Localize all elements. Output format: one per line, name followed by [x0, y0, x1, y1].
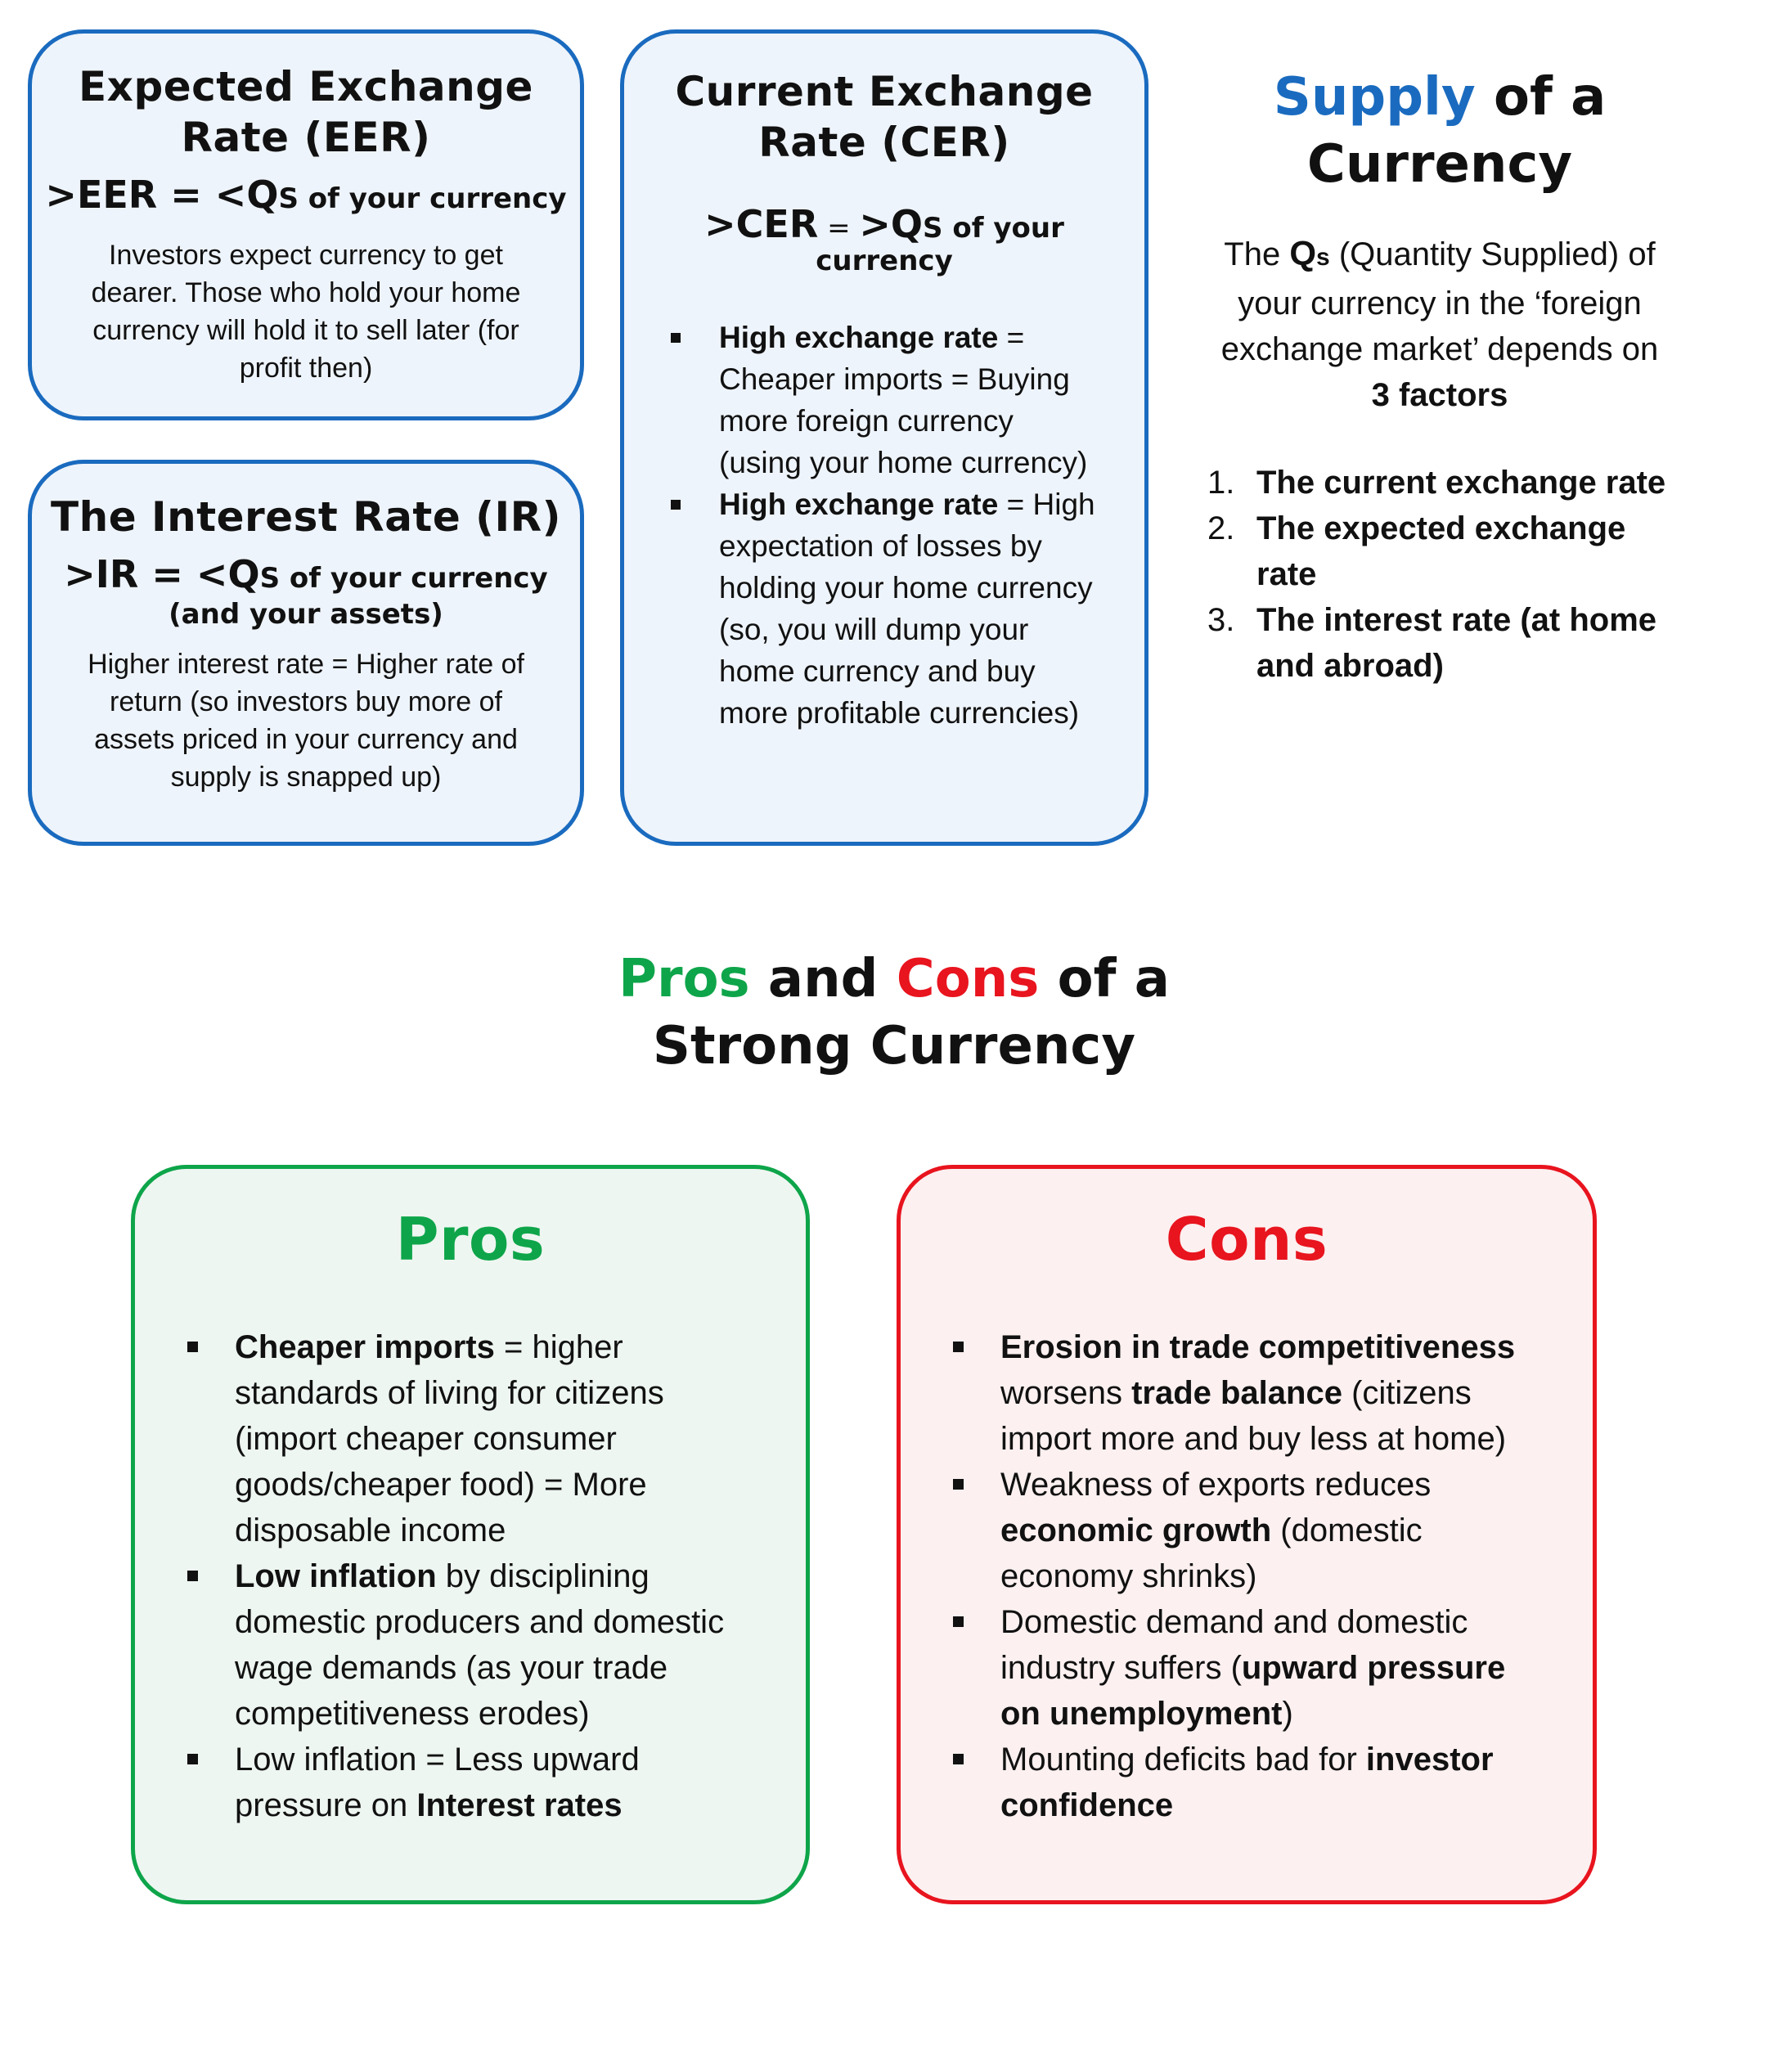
cons-item-text: )	[1282, 1696, 1293, 1732]
factor-item	[1207, 506, 1682, 597]
proscons-heading-rest: of a	[1039, 949, 1170, 1009]
cons-list	[901, 1324, 1593, 1828]
supply-heading-rest: of a	[1475, 67, 1607, 128]
cons-item-bold: Erosion in trade competitiveness	[1000, 1329, 1516, 1365]
pros-item-bold: Low inflation	[235, 1558, 437, 1594]
supply-intro-bold: 3 factors	[1371, 377, 1508, 413]
cer-formula-b: >Q	[859, 202, 924, 246]
pros-item-text: = higher standards of living for citizens (import cheaper consumer goods/cheaper food) = More disposable income	[235, 1329, 664, 1548]
ir-formula-rest: of your currency	[280, 562, 548, 595]
proscons-heading-cons: Cons	[896, 949, 1040, 1009]
cons-item	[901, 1324, 1544, 1462]
cons-item-text: Weakness of exports reduces	[1000, 1467, 1432, 1503]
cer-formula	[624, 202, 1144, 277]
cons-item	[901, 1737, 1544, 1828]
supply-factors-list	[1207, 460, 1682, 689]
cer-bullet-text: = Cheaper imports = Buying more foreign currency (using your home currency)	[719, 321, 1088, 479]
cons-item-text: worsens	[1000, 1375, 1132, 1411]
cer-formula-line2: currency	[816, 245, 953, 277]
supply-heading	[1194, 64, 1685, 198]
cons-item	[901, 1462, 1544, 1599]
cer-formula-a: >CER	[704, 202, 819, 246]
cer-title-line1: Current Exchange	[675, 68, 1094, 115]
pros-title: Pros	[395, 1205, 546, 1274]
eer-card	[28, 29, 584, 420]
pros-card	[131, 1165, 810, 1904]
ir-formula	[32, 552, 580, 631]
cons-item-bold: economic growth	[1000, 1512, 1272, 1548]
cer-formula-eq: =	[818, 212, 860, 245]
ir-formula-main: >IR = <Q	[64, 552, 260, 596]
cer-bullet-list	[624, 317, 1144, 734]
pros-item-text: Low inflation = Less upward pressure on	[235, 1742, 640, 1823]
proscons-heading	[485, 946, 1303, 1080]
cer-bullet	[624, 483, 1104, 734]
factor-number: 2.	[1207, 510, 1235, 546]
cer-title	[624, 66, 1144, 168]
supply-heading-line2: Currency	[1306, 134, 1573, 195]
supply-intro-sub: s	[1316, 244, 1330, 271]
cer-bullet-text: = High expectation of losses by holding your home currency (so, you will dump your home currency and buy more profitable currencies)	[719, 488, 1095, 730]
pros-item	[135, 1737, 752, 1828]
cons-item-text: (domestic economy shrinks)	[1000, 1512, 1423, 1594]
pros-list	[135, 1324, 806, 1828]
factor-item	[1207, 460, 1682, 506]
cer-formula-rest: of your	[942, 212, 1064, 245]
eer-formula-sub: S	[278, 182, 299, 215]
eer-title	[32, 61, 580, 163]
cer-formula-sub: S	[923, 212, 943, 245]
eer-title-line2: Rate (EER)	[181, 114, 431, 161]
cer-bullet-bold: High exchange rate	[719, 321, 999, 354]
cer-bullet	[624, 317, 1104, 483]
pros-item-bold: Interest rates	[416, 1787, 623, 1823]
cons-item-text: Mounting deficits bad for	[1000, 1742, 1366, 1778]
supply-intro-pre: The	[1224, 236, 1290, 272]
cons-item-bold: investor confidence	[1000, 1742, 1494, 1823]
cer-title-line2: Rate (CER)	[758, 119, 1010, 166]
factor-number: 1.	[1207, 465, 1235, 501]
eer-formula	[32, 173, 580, 217]
supply-intro-q: Q	[1289, 234, 1317, 272]
proscons-heading-line2: Strong Currency	[652, 1016, 1136, 1076]
ir-card	[28, 460, 584, 846]
proscons-heading-pros: Pros	[618, 949, 750, 1009]
pros-item-bold: Cheaper imports	[235, 1329, 495, 1365]
eer-title-line1: Expected Exchange	[79, 63, 533, 110]
supply-intro-mid: (Quantity Supplied) of your currency in the ‘foreign exchange market’ depends on	[1220, 236, 1659, 367]
cons-item-text: (citizens import more and buy less at home)	[1000, 1375, 1507, 1457]
proscons-heading-and: and	[749, 949, 897, 1009]
eer-formula-main: >EER = <Q	[45, 173, 279, 217]
supply-heading-colored: Supply	[1273, 67, 1476, 128]
factor-number: 3.	[1207, 602, 1235, 638]
ir-description: Higher interest rate = Higher rate of return (so investors buy more of assets priced in your currency and supply is snapped up)	[88, 649, 524, 793]
factor-text: The expected exchange rate	[1256, 510, 1626, 592]
eer-description: Investors expect currency to get dearer. Those who hold your home currency will hold it to sell later (for profit then)	[91, 240, 521, 384]
cons-card	[897, 1165, 1597, 1904]
cer-card	[620, 29, 1148, 846]
pros-item-text: by disciplining domestic producers and domestic wage demands (as your trade competitiveness erodes)	[235, 1558, 725, 1732]
pros-item	[135, 1324, 752, 1553]
cons-item	[901, 1599, 1544, 1737]
cer-bullet-bold: High exchange rate	[719, 488, 999, 521]
factor-item	[1207, 597, 1682, 689]
ir-formula-line2: (and your assets)	[169, 598, 443, 631]
cons-title: Cons	[1165, 1205, 1328, 1274]
factor-text: The interest rate (at home and abroad)	[1256, 602, 1657, 684]
ir-formula-sub: S	[259, 562, 281, 595]
ir-title: The Interest Rate (IR)	[51, 493, 561, 541]
supply-intro	[1202, 231, 1677, 418]
pros-item	[135, 1553, 752, 1737]
cons-item-text: Domestic demand and domestic industry suffers (	[1000, 1604, 1468, 1686]
cons-item-bold: trade balance	[1131, 1375, 1342, 1411]
eer-formula-rest: of your currency	[298, 182, 567, 215]
cons-item-bold: upward pressure on unemployment	[1000, 1650, 1506, 1732]
factor-text: The current exchange rate	[1256, 465, 1666, 501]
